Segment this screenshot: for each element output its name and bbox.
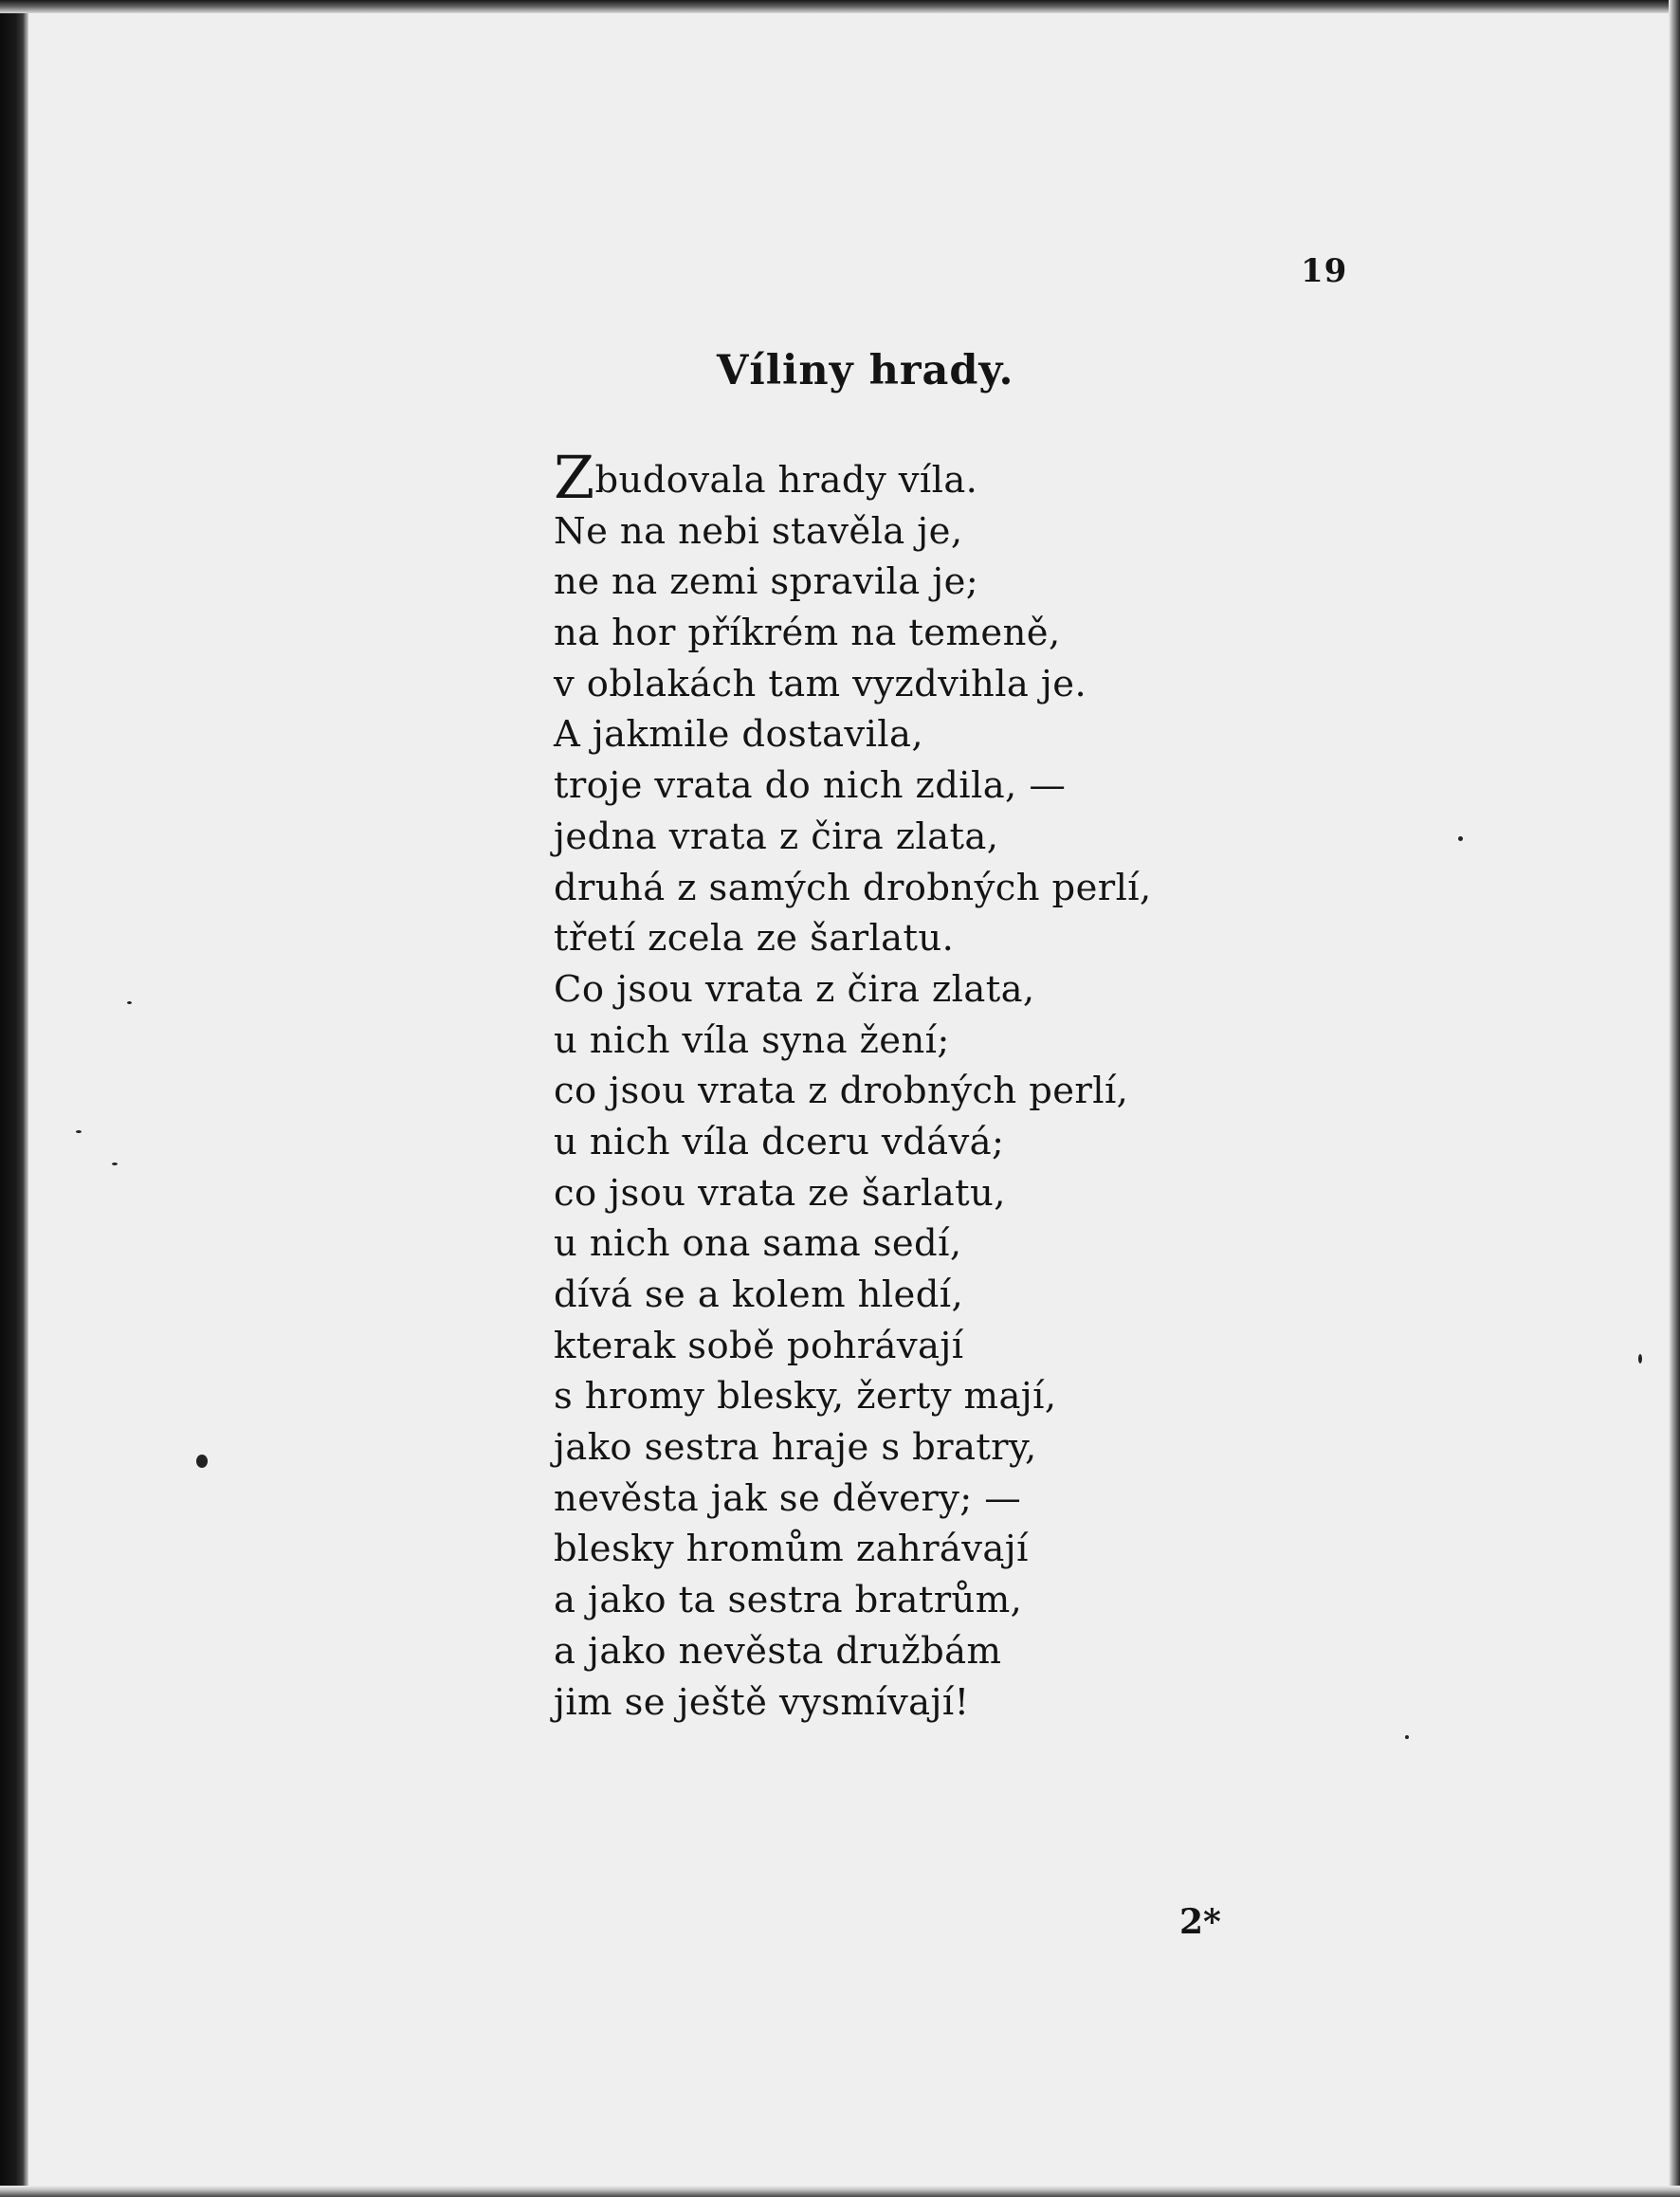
poem-line: na hor příkrém na temeně, [554, 612, 1061, 655]
poem-first-line-text: budovala hrady víla. [594, 459, 978, 502]
poem-line: třetí zcela ze šarlatu. [554, 917, 955, 961]
page-top-edge [0, 0, 1680, 13]
page-right-edge [1669, 0, 1680, 2197]
poem-line: co jsou vrata z drobných perlí, [554, 1070, 1129, 1113]
poem-line: a jako nevěsta družbám [554, 1629, 1002, 1673]
poem-line: a jako ta sestra bratrům, [554, 1579, 1023, 1622]
ink-speck [1405, 1735, 1409, 1739]
poem-line: jedna vrata z čira zlata, [554, 815, 999, 858]
poem-line-1 [554, 443, 1152, 512]
poem-line: u nich ona sama sedí, [554, 1222, 962, 1266]
poem-line: Co jsou vrata z čira zlata, [554, 967, 1035, 1011]
poem-line: jako sestra hraje s bratry, [554, 1426, 1037, 1470]
poem-line: Ne na nebi stavěla je, [554, 509, 963, 553]
ink-speck [196, 1455, 208, 1468]
poem-line: s hromy blesky, žerty mají, [554, 1375, 1057, 1419]
ink-speck [76, 1130, 82, 1133]
page-number: 19 [1301, 252, 1348, 290]
ink-speck [1638, 1354, 1642, 1364]
poem-line: troje vrata do nich zdila, — [554, 764, 1067, 808]
poem-line: nevěsta jak se děvery; — [554, 1476, 1022, 1520]
poem-line: jim se ještě vysmívají! [554, 1680, 970, 1724]
poem-body [554, 443, 1152, 1728]
poem-line: ne na zemi spravila je; [554, 560, 979, 604]
ink-speck [1458, 836, 1463, 841]
poem-line: druhá z samých drobných perlí, [554, 866, 1152, 909]
poem-line: u nich víla syna žení; [554, 1018, 950, 1062]
printer-signature-mark: 2* [1179, 1902, 1221, 1942]
poem-line: blesky hromům zahrávají [554, 1528, 1029, 1571]
poem-initial-letter: Z [554, 443, 595, 512]
poem-title: Víliny hrady. [717, 347, 1014, 394]
poem-line: kterak sobě pohrávají [554, 1324, 964, 1367]
poem-line: u nich víla dceru vdává; [554, 1120, 1005, 1163]
poem-line: co jsou vrata ze šarlatu, [554, 1171, 1006, 1215]
poem-line: A jakmile dostavila, [554, 713, 923, 757]
page-bottom-edge [0, 2186, 1680, 2197]
ink-speck [127, 1001, 132, 1004]
poem-line: v oblakách tam vyzdvihla je. [554, 662, 1087, 705]
book-binding-edge [0, 0, 28, 2197]
poem-line: dívá se a kolem hledí, [554, 1273, 964, 1316]
ink-speck [112, 1163, 118, 1165]
